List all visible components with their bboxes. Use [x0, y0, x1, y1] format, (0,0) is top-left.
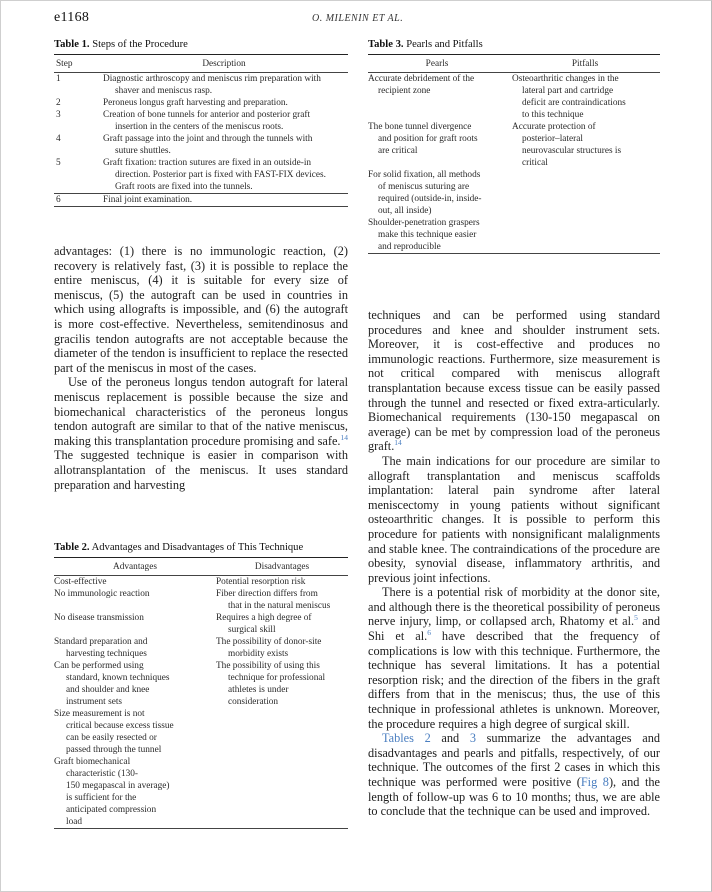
text-line: critical because excess tissue	[66, 721, 174, 731]
citation-ref[interactable]: 14	[340, 432, 348, 442]
table-header	[368, 55, 660, 73]
pearls-column	[368, 73, 508, 253]
text-line: surgical skill	[228, 625, 276, 635]
table-title	[368, 39, 660, 55]
text-span: summarize the advantages and disadvantages and pearls and pitfalls, respectively, of our technique. The outcomes of the first 2 cases in which this technique was performed were positive (	[368, 731, 660, 789]
description-text	[103, 194, 348, 206]
step-number: 2	[56, 98, 61, 108]
text-line: Graft fixation: traction sutures are fixed in an outside-in	[103, 158, 312, 168]
col-step-header: Step	[56, 59, 73, 69]
table-advantages-disadvantages	[54, 542, 348, 829]
text-line: Standard preparation and	[54, 637, 148, 647]
running-title: O. MILENIN ET AL.	[312, 13, 404, 24]
description-text	[103, 97, 348, 109]
description-text	[103, 109, 348, 133]
disadvantage-item	[216, 576, 348, 588]
citation-ref[interactable]: 14	[394, 438, 402, 448]
text-span: ), and the length of follow-up was 6 to 10 months; thus, we are able to conclude that the technique can be used and improved.	[368, 775, 660, 819]
description-text	[103, 133, 348, 157]
text-line: posterior–lateral	[522, 134, 583, 144]
text-line: Accurate protection of	[512, 122, 596, 132]
table-title	[54, 542, 348, 558]
table-link[interactable]: 3	[469, 731, 476, 746]
text-line: out, all inside)	[378, 206, 432, 216]
text-span: The suggested technique is easier in comparison with allotransplantation of the meniscus. It uses standard preparation and harvesting	[54, 448, 348, 492]
text-line: insertion in the centers of the meniscus roots.	[115, 122, 284, 132]
text-span: techniques and can be performed using standard procedures and knee and shoulder instrument sets. Moreover, it is cost-effective and produces no immunologic reactions. Furthermore, size measurement is not critical compared with meniscus allograft transplantation because excess tissue can be easily passed through the tunnel and resected or fixed extra-articularly. Biomechanical requirements (130-150 megapascal on average) can be met by compression load of the peroneus graft.	[368, 308, 660, 454]
text-line: consideration	[228, 697, 279, 707]
disadvantage-item	[216, 612, 348, 636]
paragraph: The main indications for our procedure are similar to allograft transplantation and meniscus scaffolds implantation: lateral pain syndrome after lateral meniscectomy in young patients without significant osteoarthritic changes. It is possible to perform this procedure for patients with nonsignificant malalignments and stable knee. The contraindications of the procedure are obesity, synovial disease, inflammatory arthritis, and previous joint infections.	[368, 453, 660, 585]
text-line: characteristic (130-	[66, 769, 139, 779]
disadvantages-column	[216, 576, 348, 828]
table-body	[54, 576, 348, 829]
description-text	[103, 73, 348, 97]
text-line: Size measurement is not	[54, 709, 145, 719]
paragraph: advantages: (1) there is no immunologic reaction, (2) recovery is relatively fast, (3) it is possible to replace the entire meniscus, (4) it is suitable for every size of meniscus, (5) the autograft can be used in countries in which using allografts is impossible, and (6) the autograft is more cost-effective. Nevertheless, semitendinosus and gracilis tendon autografts are not acceptable because the diameter of the tendon is insufficient to replace the resected part of the meniscus in most of the cases.	[54, 244, 348, 375]
figure-link[interactable]: Fig 8	[580, 775, 609, 789]
step-description	[100, 73, 348, 97]
table-label: Table 3.	[368, 39, 404, 50]
table-header	[54, 55, 348, 73]
table-body	[368, 73, 660, 254]
table-label: Table 1.	[54, 39, 90, 50]
text-line: are critical	[378, 146, 418, 156]
advantage-item	[54, 588, 216, 600]
table-row	[54, 73, 348, 97]
paragraph	[368, 585, 660, 731]
text-line: Graft biomechanical	[54, 757, 131, 767]
step-description	[100, 157, 348, 193]
step-number: 5	[56, 158, 61, 168]
text-line: that in the natural meniscus	[228, 601, 331, 611]
body-text-left	[54, 244, 348, 492]
citation-ref[interactable]: 6	[427, 627, 431, 637]
body-text-right	[368, 308, 660, 819]
advantage-item	[54, 612, 216, 624]
text-line: technique for professional	[228, 673, 326, 683]
pearl-item	[368, 217, 508, 253]
text-line: make this technique easier	[378, 230, 477, 240]
step-number: 6	[56, 195, 61, 205]
text-line: athletes is under	[228, 685, 289, 695]
text-line: standard, known techniques	[66, 673, 170, 683]
text-line: Graft roots are fixed into the tunnels.	[115, 182, 253, 192]
text-span: Use of the peroneus longus tendon autograft for lateral meniscus replacement is possible because the size and biomechanical characteristics of the peroneus longus tendon autograft are similar to that of the native meniscus, making this transplantation procedure promising and safe.	[54, 375, 348, 448]
table-title	[54, 39, 348, 55]
text-line: Osteoarthritic changes in the	[512, 74, 619, 84]
text-line: load	[66, 817, 83, 827]
text-line: instrument sets	[66, 697, 123, 707]
table-label: Table 2.	[54, 542, 90, 553]
text-span: and Shi et al.	[368, 614, 660, 644]
citation-ref[interactable]: 5	[634, 613, 638, 623]
advantages-column	[54, 576, 216, 828]
table-link[interactable]: Tables 2	[382, 731, 431, 746]
col-disadvantages-header: Disadvantages	[254, 562, 310, 572]
text-line: direction. Posterior part is fixed with FAST-FIX devices.	[115, 170, 326, 180]
step-number: 4	[56, 134, 61, 144]
text-line: anticipated compression	[66, 805, 157, 815]
text-line: neurovascular structures is	[522, 146, 622, 156]
text-line: critical	[522, 158, 548, 168]
advantage-item	[54, 636, 216, 660]
step-description	[100, 194, 348, 206]
text-line: Graft passage into the joint and through the tunnels with	[103, 134, 313, 144]
table-title-text: Steps of the Procedure	[92, 39, 188, 50]
advantage-item	[54, 756, 216, 828]
table-row	[54, 109, 348, 133]
paragraph	[368, 308, 660, 454]
text-line: The possibility of donor-site	[216, 637, 322, 647]
table-title-text: Pearls and Pitfalls	[406, 39, 483, 50]
pitfalls-column	[508, 73, 660, 253]
text-line: Peroneus longus graft harvesting and preparation.	[103, 98, 288, 108]
text-line: recipient zone	[378, 86, 431, 96]
text-span: and	[430, 731, 470, 746]
text-span: have described that the frequency of complications is low with this technique. Furthermore, the technique has several limitations. It has a potential resorption risk; and the direction of the fibers in the graft differs from that in the meniscus; thus, the use of this technique in professional athletes is unknown. Moreover, the procedure requires a high degree of surgical skill.	[368, 629, 660, 731]
text-line: 150 megapascal in average)	[66, 781, 170, 791]
table-title-text: Advantages and Disadvantages of This Technique	[91, 542, 304, 553]
text-line: passed through the tunnel	[66, 745, 162, 755]
advantage-item	[54, 708, 216, 756]
table-pearls-pitfalls	[368, 39, 660, 254]
text-line: No disease transmission	[54, 613, 144, 623]
text-line: Accurate debridement of the	[368, 74, 475, 84]
text-line: No immunologic reaction	[54, 589, 150, 599]
text-line: deficit are contraindications	[522, 98, 626, 108]
pearl-item	[368, 169, 508, 217]
text-span: There is a potential risk of morbidity at the donor site, and although there is the theoretical possibility of peroneus nerve injury, limp, or collapsed arch, Rhatomy et al.	[368, 585, 660, 629]
text-line: and reproducible	[378, 242, 441, 252]
text-line: Fiber direction differs from	[216, 589, 318, 599]
pitfall-item	[512, 73, 660, 121]
text-line: can be easily resected or	[66, 733, 157, 743]
paragraph	[368, 731, 660, 819]
step-number: 1	[56, 74, 61, 84]
table-row	[54, 193, 348, 206]
col-pitfalls-header: Pitfalls	[571, 59, 599, 69]
text-line: of meniscus suturing are	[378, 182, 470, 192]
text-line: Cost-effective	[54, 577, 107, 587]
col-description-header: Description	[202, 59, 246, 69]
table-row	[54, 157, 348, 193]
disadvantage-item	[216, 660, 348, 708]
table-header	[54, 558, 348, 576]
advantage-item	[54, 660, 216, 708]
text-line: Diagnostic arthroscopy and meniscus rim preparation with	[103, 74, 321, 84]
step-description	[100, 109, 348, 133]
text-line: is sufficient for the	[66, 793, 137, 803]
advantage-item	[54, 576, 216, 588]
step-description	[100, 133, 348, 157]
text-line: Creation of bone tunnels for anterior and posterior graft	[103, 110, 311, 120]
table-body	[54, 73, 348, 207]
text-line: suture shuttles.	[115, 146, 171, 156]
text-line: and position for graft roots	[378, 134, 478, 144]
step-number: 3	[56, 110, 61, 120]
text-line: required (outside-in, inside-	[378, 194, 482, 204]
table-steps	[54, 39, 348, 207]
paragraph	[54, 375, 348, 492]
text-line: Potential resorption risk	[216, 577, 306, 587]
step-description	[100, 97, 348, 109]
text-line: shaver and meniscus rasp.	[115, 86, 213, 96]
col-advantages-header: Advantages	[113, 562, 157, 572]
disadvantage-item	[216, 636, 348, 660]
text-line: For solid fixation, all methods	[368, 170, 481, 180]
text-line: Shoulder-penetration graspers	[368, 218, 480, 228]
disadvantage-item	[216, 588, 348, 612]
col-pearls-header: Pearls	[425, 59, 449, 69]
text-line: harvesting techniques	[66, 649, 147, 659]
page-number: e1168	[54, 10, 90, 25]
description-text	[103, 157, 348, 193]
text-line: morbidity exists	[228, 649, 289, 659]
table-row	[54, 133, 348, 157]
text-line: to this technique	[522, 110, 584, 120]
pearl-item	[368, 121, 508, 157]
text-line: and shoulder and knee	[66, 685, 150, 695]
text-line: Can be performed using	[54, 661, 144, 671]
text-line: lateral part and cartridge	[522, 86, 614, 96]
text-line: Requires a high degree of	[216, 613, 312, 623]
text-line: The possibility of using this	[216, 661, 320, 671]
text-line: Final joint examination.	[103, 195, 193, 205]
pearl-item	[368, 73, 508, 97]
text-line: The bone tunnel divergence	[368, 122, 472, 132]
pitfall-item	[512, 121, 660, 169]
table-row	[54, 97, 348, 109]
